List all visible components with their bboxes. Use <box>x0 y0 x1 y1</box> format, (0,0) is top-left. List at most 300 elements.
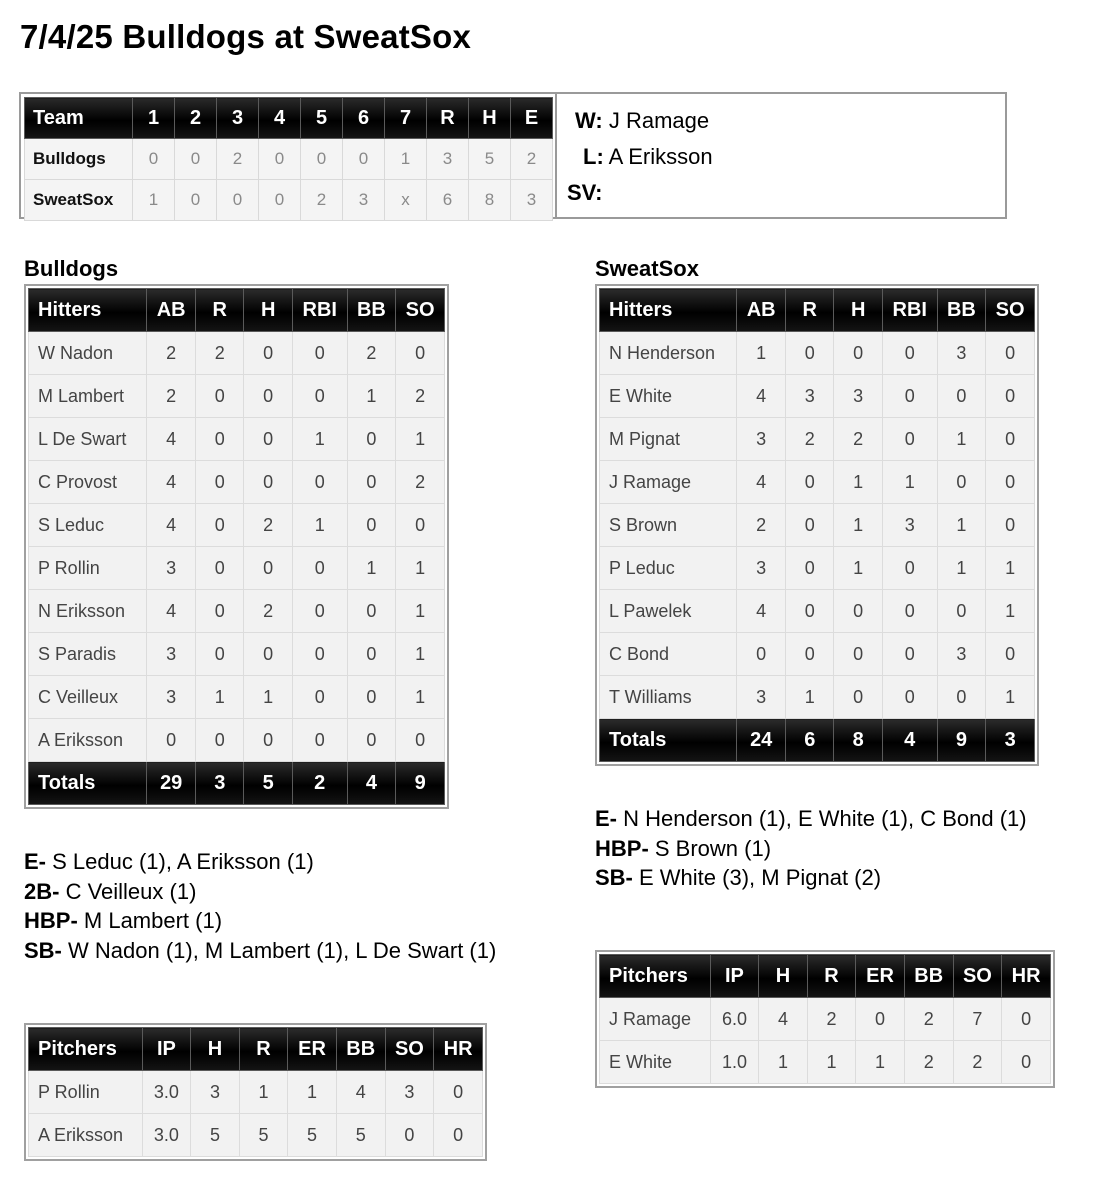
bulldogs-pitching-stat-cell: 0 <box>385 1114 434 1157</box>
sweatsox-pitching-column-header: ER <box>856 955 905 998</box>
sweatsox-hitting-row <box>600 547 1035 590</box>
bulldogs-hitting-stat-cell: 0 <box>292 633 347 676</box>
bulldogs-hitting-stat-cell: 0 <box>347 719 396 762</box>
bulldogs-pitching-stat-cell: 5 <box>239 1114 287 1157</box>
save-label: SV: <box>567 180 603 205</box>
sweatsox-hitting-row <box>600 332 1035 375</box>
bulldogs-hitting-totals-label: Totals <box>29 762 147 805</box>
bulldogs-hitting-row <box>29 461 445 504</box>
linescore-cell: 0 <box>259 139 301 180</box>
sweatsox-hitting-totals-cell: 4 <box>882 719 937 762</box>
bulldogs-hitting-stat-cell: 1 <box>396 418 445 461</box>
bulldogs-hitting-stat-cell: 0 <box>244 547 292 590</box>
bulldogs-hitting-stat-cell: 0 <box>244 375 292 418</box>
sweatsox-hitting-stat-cell: 0 <box>834 332 882 375</box>
bulldogs-hitting-stat-cell: 0 <box>347 633 396 676</box>
bulldogs-pitching-stat-cell: 3 <box>385 1071 434 1114</box>
bulldogs-hitting-column-header: RBI <box>292 289 347 332</box>
sweatsox-hitting-column-header: RBI <box>882 289 937 332</box>
sweatsox-pitching-stat-cell: 0 <box>1002 998 1051 1041</box>
bulldogs-hitting-stat-cell: 0 <box>396 719 445 762</box>
sweatsox-hitting-stat-cell: 2 <box>737 504 786 547</box>
bulldogs-pitching-stat-cell: 3.0 <box>142 1071 191 1114</box>
linescore-header-inning-6: 6 <box>343 98 385 139</box>
bulldogs-hitting-stat-cell: 3 <box>147 633 196 676</box>
bulldogs-note-text: M Lambert (1) <box>77 908 223 933</box>
bulldogs-hitting-stat-cell: 0 <box>147 719 196 762</box>
bulldogs-hitting-player-name: W Nadon <box>29 332 147 375</box>
sweatsox-pitching-row <box>600 998 1051 1041</box>
sweatsox-hitting-stat-cell: 3 <box>882 504 937 547</box>
linescore-cell: 3 <box>427 139 469 180</box>
sweatsox-pitching-stat-cell: 2 <box>807 998 855 1041</box>
bulldogs-pitching-column-header: IP <box>142 1028 191 1071</box>
bulldogs-hitting-stat-cell: 1 <box>292 504 347 547</box>
sweatsox-hitting-column-header: R <box>786 289 834 332</box>
sweatsox-hitting-stat-cell: 0 <box>737 633 786 676</box>
bulldogs-note-label: SB- <box>24 937 62 963</box>
sweatsox-hitting-stat-cell: 1 <box>937 547 986 590</box>
bulldogs-note-line <box>24 877 496 907</box>
bulldogs-pitching-row <box>29 1071 483 1114</box>
bulldogs-hitting-stat-cell: 2 <box>196 332 244 375</box>
bulldogs-hitting-stat-cell: 0 <box>347 676 396 719</box>
linescore-cell: 0 <box>343 139 385 180</box>
bulldogs-pitching-column-header: Pitchers <box>29 1028 143 1071</box>
sweatsox-hitting-stat-cell: 4 <box>737 461 786 504</box>
sweatsox-hitting-totals-cell: 3 <box>986 719 1035 762</box>
sweatsox-pitching-stat-cell: 1 <box>856 1041 905 1084</box>
linescore-header-team: Team <box>25 98 133 139</box>
sweatsox-hitting-stat-cell: 0 <box>786 332 834 375</box>
sweatsox-hitting-column-header: AB <box>737 289 786 332</box>
sweatsox-pitching-stat-cell: 2 <box>904 998 953 1041</box>
linescore-cell: 2 <box>301 180 343 221</box>
bulldogs-pitching-header-row <box>29 1028 483 1071</box>
sweatsox-hitting-stat-cell: 3 <box>937 633 986 676</box>
bulldogs-hitting-row <box>29 590 445 633</box>
bulldogs-hitting-row <box>29 676 445 719</box>
sweatsox-hitting-header-row <box>600 289 1035 332</box>
linescore-cell: 3 <box>511 180 553 221</box>
bulldogs-hitting-stat-cell: 0 <box>196 590 244 633</box>
sweatsox-note-line <box>595 863 1027 893</box>
bulldogs-hitting-stat-cell: 0 <box>196 418 244 461</box>
sweatsox-hitting-row <box>600 633 1035 676</box>
bulldogs-hitting-column-header: BB <box>347 289 396 332</box>
sweatsox-hitting-totals-cell: 9 <box>937 719 986 762</box>
bulldogs-hitting-stat-cell: 0 <box>292 676 347 719</box>
sweatsox-hitting-stat-cell: 1 <box>986 547 1035 590</box>
bulldogs-hitting-stat-cell: 4 <box>147 461 196 504</box>
linescore-cell: 1 <box>133 180 175 221</box>
sweatsox-hitting-player-name: E White <box>600 375 737 418</box>
linescore-cell: 5 <box>469 139 511 180</box>
sweatsox-pitching-row <box>600 1041 1051 1084</box>
sweatsox-hitting-column-header: BB <box>937 289 986 332</box>
sweatsox-pitching-stat-cell: 1.0 <box>710 1041 759 1084</box>
sweatsox-hitting-player-name: M Pignat <box>600 418 737 461</box>
bulldogs-hitting-stat-cell: 2 <box>147 375 196 418</box>
bulldogs-hitting-stat-cell: 2 <box>396 461 445 504</box>
bulldogs-hitting-column-header: AB <box>147 289 196 332</box>
bulldogs-hitting-stat-cell: 4 <box>147 590 196 633</box>
sweatsox-hitting-row <box>600 375 1035 418</box>
sweatsox-hitting-stat-cell: 0 <box>786 633 834 676</box>
bulldogs-hitting-stat-cell: 2 <box>244 504 292 547</box>
bulldogs-pitching-row <box>29 1114 483 1157</box>
linescore-cell: 2 <box>511 139 553 180</box>
sweatsox-pitching-stat-cell: 1 <box>807 1041 855 1084</box>
linescore-header-inning-7: 7 <box>385 98 427 139</box>
sweatsox-hitting-player-name: C Bond <box>600 633 737 676</box>
loss-label: L: <box>583 144 604 169</box>
sweatsox-pitching-player-name: J Ramage <box>600 998 711 1041</box>
bulldogs-hitting-stat-cell: 0 <box>244 719 292 762</box>
sweatsox-hitting-stat-cell: 3 <box>737 676 786 719</box>
sweatsox-hitting-stat-cell: 3 <box>937 332 986 375</box>
bulldogs-hitting-row <box>29 375 445 418</box>
bulldogs-hitting-stat-cell: 0 <box>244 633 292 676</box>
sweatsox-heading: SweatSox <box>595 256 699 281</box>
sweatsox-hitting-stat-cell: 0 <box>786 590 834 633</box>
bulldogs-note-line <box>24 906 496 936</box>
sweatsox-note-label: SB- <box>595 865 633 890</box>
sweatsox-hitting-stat-cell: 0 <box>882 547 937 590</box>
linescore-cell: 6 <box>427 180 469 221</box>
bulldogs-notes <box>24 847 496 965</box>
sweatsox-hitting-player-name: P Leduc <box>600 547 737 590</box>
bulldogs-hitting-player-name: S Paradis <box>29 633 147 676</box>
bulldogs-hitting-stat-cell: 3 <box>147 547 196 590</box>
bulldogs-hitting-stat-cell: 0 <box>196 633 244 676</box>
sweatsox-hitting-stat-cell: 1 <box>937 504 986 547</box>
bulldogs-pitching-column-header: ER <box>288 1028 337 1071</box>
bulldogs-hitting-stat-cell: 1 <box>396 676 445 719</box>
bulldogs-pitching-stat-cell: 5 <box>191 1114 239 1157</box>
bulldogs-hitting-stat-cell: 0 <box>347 504 396 547</box>
sweatsox-hitting-stat-cell: 0 <box>937 461 986 504</box>
sweatsox-notes <box>595 804 1027 893</box>
bulldogs-hitting-player-name: N Eriksson <box>29 590 147 633</box>
bulldogs-hitting-stat-cell: 0 <box>196 504 244 547</box>
bulldogs-hitting-player-name: S Leduc <box>29 504 147 547</box>
bulldogs-hitting-totals-cell: 5 <box>244 762 292 805</box>
sweatsox-hitting-player-name: N Henderson <box>600 332 737 375</box>
bulldogs-hitting-stat-cell: 1 <box>396 633 445 676</box>
bulldogs-hitting-stat-cell: 3 <box>147 676 196 719</box>
sweatsox-hitting-column-header: H <box>834 289 882 332</box>
sweatsox-hitting-totals-row <box>600 719 1035 762</box>
sweatsox-hitting-stat-cell: 4 <box>737 590 786 633</box>
linescore-header-errors: E <box>511 98 553 139</box>
bulldogs-hitting-stat-cell: 1 <box>347 547 396 590</box>
sweatsox-hitting-stat-cell: 2 <box>834 418 882 461</box>
sweatsox-hitting-stat-cell: 0 <box>882 418 937 461</box>
bulldogs-hitting-stat-cell: 0 <box>347 418 396 461</box>
bulldogs-hitting-stat-cell: 0 <box>396 504 445 547</box>
linescore-row-bulldogs <box>25 139 553 180</box>
bulldogs-hitting-stat-cell: 2 <box>244 590 292 633</box>
bulldogs-hitting-stat-cell: 0 <box>292 375 347 418</box>
linescore-team-name: Bulldogs <box>25 139 133 180</box>
bulldogs-hitting-column-header: Hitters <box>29 289 147 332</box>
bulldogs-pitching-column-header: SO <box>385 1028 434 1071</box>
bulldogs-hitting-stat-cell: 0 <box>244 418 292 461</box>
win-label: W: <box>575 108 603 133</box>
sweatsox-hitting-stat-cell: 0 <box>882 375 937 418</box>
linescore-header-inning-2: 2 <box>175 98 217 139</box>
bulldogs-hitting-totals-cell: 9 <box>396 762 445 805</box>
sweatsox-hitting-stat-cell: 0 <box>986 332 1035 375</box>
bulldogs-hitting-totals-cell: 29 <box>147 762 196 805</box>
sweatsox-pitching-table <box>599 954 1051 1084</box>
bulldogs-hitting-player-name: L De Swart <box>29 418 147 461</box>
sweatsox-note-text: S Brown (1) <box>648 835 772 861</box>
bulldogs-pitching-table <box>28 1027 483 1157</box>
sweatsox-note-text: E White (3), M Pignat (2) <box>632 865 882 890</box>
bulldogs-pitching-column-header: HR <box>434 1028 483 1071</box>
sweatsox-hitting-stat-cell: 0 <box>882 633 937 676</box>
linescore-cell: x <box>385 180 427 221</box>
sweatsox-hitting-stat-cell: 0 <box>882 590 937 633</box>
sweatsox-hitting-stat-cell: 0 <box>786 461 834 504</box>
sweatsox-hitting-stat-cell: 3 <box>737 418 786 461</box>
bulldogs-hitting-stat-cell: 1 <box>396 590 445 633</box>
bulldogs-pitching-stat-cell: 0 <box>434 1071 483 1114</box>
sweatsox-note-text: N Henderson (1), E White (1), C Bond (1) <box>617 806 1027 831</box>
bulldogs-hitting-player-name: P Rollin <box>29 547 147 590</box>
sweatsox-pitching-stat-cell: 0 <box>856 998 905 1041</box>
bulldogs-pitching-stat-cell: 5 <box>288 1114 337 1157</box>
sweatsox-hitting-stat-cell: 0 <box>986 504 1035 547</box>
sweatsox-hitting-stat-cell: 3 <box>737 547 786 590</box>
bulldogs-hitting-column-header: H <box>244 289 292 332</box>
page-title: 7/4/25 Bulldogs at SweatSox <box>20 18 472 55</box>
linescore-cell: 0 <box>217 180 259 221</box>
bulldogs-note-text: S Leduc (1), A Eriksson (1) <box>46 849 314 874</box>
sweatsox-hitting-stat-cell: 1 <box>786 676 834 719</box>
bulldogs-pitching-stat-cell: 1 <box>288 1071 337 1114</box>
bulldogs-hitting-stat-cell: 2 <box>347 332 396 375</box>
sweatsox-hitting-column-header: SO <box>986 289 1035 332</box>
sweatsox-hitting-totals-cell: 8 <box>834 719 882 762</box>
sweatsox-hitting-stat-cell: 1 <box>737 332 786 375</box>
sweatsox-pitching-column-header: SO <box>953 955 1002 998</box>
sweatsox-pitching-stat-cell: 2 <box>904 1041 953 1084</box>
bulldogs-hitting-stat-cell: 1 <box>244 676 292 719</box>
linescore-header-inning-3: 3 <box>217 98 259 139</box>
bulldogs-hitting-row <box>29 633 445 676</box>
sweatsox-hitting-stat-cell: 0 <box>937 590 986 633</box>
bulldogs-hitting-row <box>29 332 445 375</box>
sweatsox-pitching-column-header: IP <box>710 955 759 998</box>
linescore-header-inning-5: 5 <box>301 98 343 139</box>
bulldogs-hitting-totals-cell: 4 <box>347 762 396 805</box>
linescore-header-row <box>25 98 553 139</box>
linescore-cell: 0 <box>175 180 217 221</box>
bulldogs-hitting-stat-cell: 0 <box>196 719 244 762</box>
bulldogs-hitting-stat-cell: 4 <box>147 504 196 547</box>
bulldogs-hitting-stat-cell: 0 <box>292 461 347 504</box>
sweatsox-note-line <box>595 834 1027 864</box>
sweatsox-hitting-stat-cell: 0 <box>834 633 882 676</box>
bulldogs-pitching-stat-cell: 1 <box>239 1071 287 1114</box>
sweatsox-pitching-column-header: HR <box>1002 955 1051 998</box>
sweatsox-hitting-totals-cell: 6 <box>786 719 834 762</box>
pitching-decisions <box>555 94 1007 217</box>
linescore-header-runs: R <box>427 98 469 139</box>
linescore-header-hits: H <box>469 98 511 139</box>
sweatsox-hitting-stat-cell: 3 <box>786 375 834 418</box>
bulldogs-hitting-totals-cell: 2 <box>292 762 347 805</box>
sweatsox-hitting-player-name: J Ramage <box>600 461 737 504</box>
linescore-table <box>24 97 553 221</box>
sweatsox-pitching-column-header: BB <box>904 955 953 998</box>
bulldogs-hitting-totals-row <box>29 762 445 805</box>
sweatsox-pitching-stat-cell: 2 <box>953 1041 1002 1084</box>
bulldogs-note-line <box>24 936 496 966</box>
bulldogs-pitching-stat-cell: 0 <box>434 1114 483 1157</box>
sweatsox-hitting-player-name: S Brown <box>600 504 737 547</box>
bulldogs-hitting-stat-cell: 2 <box>147 332 196 375</box>
bulldogs-hitting-row <box>29 719 445 762</box>
sweatsox-hitting-player-name: L Pawelek <box>600 590 737 633</box>
bulldogs-pitching-column-header: R <box>239 1028 287 1071</box>
sweatsox-note-label: HBP- <box>595 835 649 861</box>
bulldogs-hitting-stat-cell: 0 <box>196 547 244 590</box>
bulldogs-heading: Bulldogs <box>24 256 119 281</box>
win-pitcher-name: J Ramage <box>608 108 710 133</box>
bulldogs-pitching-player-name: P Rollin <box>29 1071 143 1114</box>
sweatsox-pitching-header-row <box>600 955 1051 998</box>
sweatsox-hitting-stat-cell: 2 <box>786 418 834 461</box>
bulldogs-pitching-stat-cell: 4 <box>336 1071 385 1114</box>
linescore-cell: 0 <box>259 180 301 221</box>
bulldogs-hitting-totals-cell: 3 <box>196 762 244 805</box>
sweatsox-note-line <box>595 804 1027 834</box>
bulldogs-hitting-row <box>29 504 445 547</box>
bulldogs-pitching-column-header: H <box>191 1028 239 1071</box>
sweatsox-hitting-stat-cell: 0 <box>786 547 834 590</box>
linescore-cell: 8 <box>469 180 511 221</box>
linescore-row-sweatsox <box>25 180 553 221</box>
sweatsox-hitting-column-header: Hitters <box>600 289 737 332</box>
bulldogs-hitting-stat-cell: 0 <box>196 375 244 418</box>
bulldogs-hitting-stat-cell: 0 <box>292 332 347 375</box>
bulldogs-hitting-stat-cell: 0 <box>292 719 347 762</box>
sweatsox-hitting-row <box>600 418 1035 461</box>
sweatsox-hitting-totals-label: Totals <box>600 719 737 762</box>
sweatsox-hitting-stat-cell: 0 <box>834 676 882 719</box>
sweatsox-pitching-stat-cell: 6.0 <box>710 998 759 1041</box>
bulldogs-pitching-box <box>24 1023 487 1161</box>
linescore-team-name: SweatSox <box>25 180 133 221</box>
linescore-cell: 0 <box>175 139 217 180</box>
sweatsox-hitting-stat-cell: 0 <box>882 676 937 719</box>
bulldogs-hitting-stat-cell: 0 <box>292 590 347 633</box>
bulldogs-hitting-stat-cell: 0 <box>244 332 292 375</box>
bulldogs-pitching-player-name: A Eriksson <box>29 1114 143 1157</box>
bulldogs-hitting-stat-cell: 1 <box>292 418 347 461</box>
sweatsox-hitting-table <box>599 288 1035 762</box>
bulldogs-hitting-stat-cell: 1 <box>196 676 244 719</box>
bulldogs-hitting-player-name: M Lambert <box>29 375 147 418</box>
sweatsox-pitching-box <box>595 950 1055 1088</box>
sweatsox-hitting-box <box>595 284 1039 766</box>
sweatsox-hitting-row <box>600 461 1035 504</box>
bulldogs-hitting-header-row <box>29 289 445 332</box>
sweatsox-pitching-stat-cell: 0 <box>1002 1041 1051 1084</box>
linescore-header-inning-4: 4 <box>259 98 301 139</box>
bulldogs-note-text: W Nadon (1), M Lambert (1), L De Swart (1) <box>61 937 497 963</box>
sweatsox-pitching-column-header: H <box>759 955 807 998</box>
bulldogs-pitching-stat-cell: 3 <box>191 1071 239 1114</box>
sweatsox-hitting-stat-cell: 1 <box>882 461 937 504</box>
bulldogs-hitting-column-header: SO <box>396 289 445 332</box>
sweatsox-pitching-column-header: R <box>807 955 855 998</box>
sweatsox-pitching-stat-cell: 4 <box>759 998 807 1041</box>
sweatsox-hitting-stat-cell: 4 <box>737 375 786 418</box>
linescore-cell: 2 <box>217 139 259 180</box>
bulldogs-hitting-stat-cell: 0 <box>396 332 445 375</box>
sweatsox-pitching-player-name: E White <box>600 1041 711 1084</box>
sweatsox-hitting-stat-cell: 0 <box>937 375 986 418</box>
sweatsox-hitting-stat-cell: 1 <box>834 461 882 504</box>
sweatsox-hitting-stat-cell: 0 <box>786 504 834 547</box>
sweatsox-hitting-stat-cell: 0 <box>986 633 1035 676</box>
bulldogs-hitting-stat-cell: 0 <box>347 461 396 504</box>
bulldogs-hitting-player-name: C Veilleux <box>29 676 147 719</box>
save-pitcher <box>567 180 602 206</box>
bulldogs-pitching-column-header: BB <box>336 1028 385 1071</box>
linescore-cell: 0 <box>301 139 343 180</box>
linescore-header-inning-1: 1 <box>133 98 175 139</box>
sweatsox-note-label: E- <box>595 806 617 831</box>
bulldogs-note-label: E- <box>24 849 46 874</box>
linescore-cell: 0 <box>133 139 175 180</box>
sweatsox-hitting-stat-cell: 0 <box>834 590 882 633</box>
bulldogs-hitting-stat-cell: 1 <box>396 547 445 590</box>
linescore-panel <box>19 92 1007 219</box>
bulldogs-hitting-stat-cell: 1 <box>347 375 396 418</box>
bulldogs-hitting-row <box>29 418 445 461</box>
bulldogs-pitching-stat-cell: 3.0 <box>142 1114 191 1157</box>
sweatsox-hitting-stat-cell: 0 <box>937 676 986 719</box>
sweatsox-pitching-column-header: Pitchers <box>600 955 711 998</box>
bulldogs-hitting-table <box>28 288 445 805</box>
bulldogs-hitting-stat-cell: 2 <box>396 375 445 418</box>
bulldogs-note-label: 2B- <box>24 878 60 904</box>
sweatsox-hitting-totals-cell: 24 <box>737 719 786 762</box>
sweatsox-pitching-stat-cell: 7 <box>953 998 1002 1041</box>
bulldogs-note-line <box>24 847 496 877</box>
sweatsox-hitting-stat-cell: 1 <box>986 590 1035 633</box>
linescore-cell: 1 <box>385 139 427 180</box>
sweatsox-hitting-stat-cell: 3 <box>834 375 882 418</box>
sweatsox-hitting-stat-cell: 0 <box>986 461 1035 504</box>
bulldogs-pitching-stat-cell: 5 <box>336 1114 385 1157</box>
sweatsox-hitting-stat-cell: 1 <box>937 418 986 461</box>
bulldogs-hitting-stat-cell: 0 <box>347 590 396 633</box>
sweatsox-hitting-stat-cell: 1 <box>986 676 1035 719</box>
bulldogs-hitting-stat-cell: 0 <box>244 461 292 504</box>
bulldogs-hitting-player-name: C Provost <box>29 461 147 504</box>
bulldogs-hitting-box <box>24 284 449 809</box>
sweatsox-hitting-stat-cell: 1 <box>834 504 882 547</box>
sweatsox-pitching-stat-cell: 1 <box>759 1041 807 1084</box>
bulldogs-hitting-stat-cell: 0 <box>292 547 347 590</box>
